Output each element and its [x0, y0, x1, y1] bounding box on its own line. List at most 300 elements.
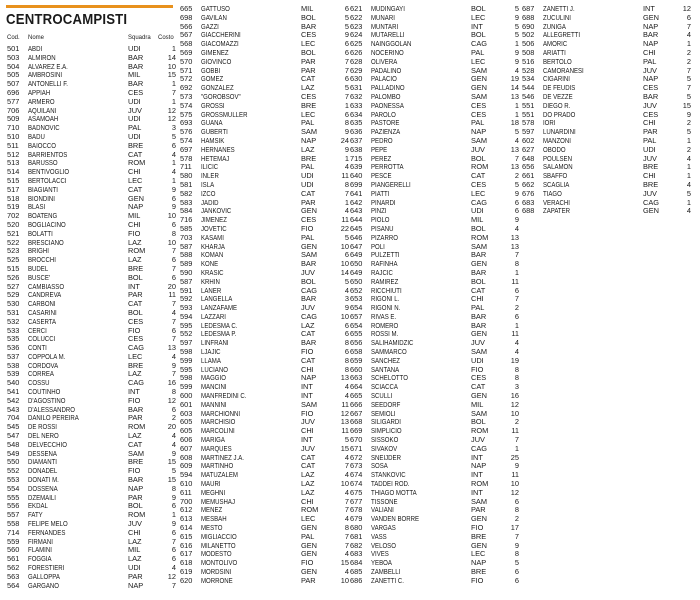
- player-code: 551: [522, 109, 535, 119]
- player-code: 514: [7, 167, 20, 177]
- player-value: 4: [344, 285, 349, 295]
- player-value: 7: [171, 580, 176, 590]
- player-name: BAIOCCO: [28, 140, 56, 150]
- player-team: CHI: [128, 167, 141, 177]
- player-code: 714: [7, 527, 20, 537]
- player-value: 7: [171, 369, 176, 379]
- player-name: PESCE: [371, 171, 392, 181]
- player-value: 15: [340, 558, 349, 568]
- player-name: JANKOVIC: [201, 206, 232, 216]
- player-team: BAR: [128, 52, 144, 62]
- player-value: 15: [682, 100, 691, 110]
- player-name: MANFREDINI C.: [201, 391, 247, 401]
- player-code: 528: [522, 65, 535, 75]
- player-team: BAR: [128, 475, 144, 485]
- player-name: MONTOLIVO: [201, 558, 238, 568]
- player-value: 10: [340, 575, 349, 585]
- player-team: CES: [128, 316, 144, 326]
- player-code: 507: [7, 79, 20, 89]
- player-team: BAR: [301, 338, 317, 348]
- player-code: 590: [180, 267, 193, 277]
- player-team: BOL: [128, 307, 143, 317]
- player-code: 535: [7, 334, 20, 344]
- player-team: CAT: [128, 149, 143, 159]
- player-team: NAP: [301, 373, 317, 383]
- player-team: CAT: [301, 461, 316, 471]
- player-code: 623: [350, 21, 363, 31]
- player-code: 656: [350, 338, 363, 348]
- player-team: SAM: [301, 127, 318, 137]
- player-code: 585: [180, 223, 193, 233]
- player-team: CES: [471, 109, 487, 119]
- player-value: 6: [514, 575, 519, 585]
- player-name: KRASIC: [201, 267, 224, 277]
- player-team: BRE: [301, 153, 317, 163]
- player-code: 670: [350, 435, 363, 445]
- player-team: MIL: [471, 399, 484, 409]
- player-team: LAZ: [301, 487, 315, 497]
- player-value: 5: [344, 276, 349, 286]
- player-team: NAP: [471, 461, 487, 471]
- player-team: LEC: [471, 549, 486, 559]
- player-value: 7: [514, 531, 519, 541]
- player-value: 6: [344, 4, 349, 13]
- player-name: OBODO: [543, 144, 566, 154]
- player-value: 19: [510, 74, 519, 84]
- player-team: JUV: [643, 153, 657, 163]
- player-value: 24: [340, 135, 349, 145]
- player-code: 548: [7, 439, 20, 449]
- player-team: GEN: [471, 329, 488, 339]
- player-value: 12: [167, 105, 176, 115]
- player-code: 502: [522, 30, 535, 40]
- player-team: CAG: [471, 197, 488, 207]
- player-code: 521: [7, 228, 20, 238]
- player-code: 506: [522, 39, 535, 49]
- player-team: LEC: [128, 175, 143, 185]
- player-code: 555: [7, 492, 20, 502]
- player-code: 675: [350, 487, 363, 497]
- player-value: 1: [686, 171, 691, 181]
- player-value: 1: [171, 158, 176, 168]
- player-code: 539: [7, 369, 20, 379]
- player-team: INT: [301, 435, 313, 445]
- player-team: GEN: [471, 391, 488, 401]
- player-team: CHI: [301, 496, 314, 506]
- player-code: 575: [180, 109, 193, 119]
- player-value: 5: [686, 74, 691, 84]
- player-team: LEC: [471, 12, 486, 22]
- player-value: 20: [167, 422, 176, 432]
- player-name: KOMAN: [201, 250, 224, 260]
- player-code: 666: [350, 399, 363, 409]
- player-value: 7: [171, 316, 176, 326]
- player-code: 616: [180, 540, 193, 550]
- player-team: BOL: [128, 501, 143, 511]
- player-team: CES: [301, 91, 317, 101]
- player-code: 531: [7, 307, 20, 317]
- player-value: 6: [514, 567, 519, 576]
- player-team: CAT: [301, 452, 316, 462]
- player-name: PADALINO: [371, 65, 402, 75]
- player-name: BOATENG: [28, 211, 58, 221]
- player-team: UDI: [643, 144, 656, 154]
- player-name: MANNINI: [201, 399, 227, 409]
- player-team: BAR: [471, 267, 487, 277]
- player-name: ALLEGRETTI: [543, 30, 581, 40]
- player-value: 7: [344, 505, 349, 515]
- player-value: 3: [171, 123, 176, 133]
- player-value: 9: [514, 461, 519, 471]
- player-name: COLUCCI: [28, 334, 56, 344]
- player-value: 6: [686, 12, 691, 22]
- player-code: 583: [180, 197, 193, 207]
- player-team: JUV: [643, 100, 657, 110]
- player-name: BADNOVIC: [28, 123, 60, 133]
- player-team: CAT: [471, 382, 486, 392]
- player-name: "GOROBSOV": [201, 91, 241, 101]
- player-team: UDI: [128, 131, 141, 141]
- player-team: LAZ: [128, 536, 142, 546]
- player-code: 550: [7, 457, 20, 467]
- player-value: 1: [171, 96, 176, 106]
- player-name: BARRIENTOS: [28, 149, 68, 159]
- player-team: PAL: [643, 56, 657, 66]
- player-code: 632: [350, 91, 363, 101]
- player-team: PAR: [301, 65, 316, 75]
- player-name: ZUNIGA: [543, 21, 566, 31]
- player-value: 7: [514, 153, 519, 163]
- player-team: BOL: [471, 4, 486, 13]
- player-name: LEDESMA P.: [201, 329, 237, 339]
- player-value: 15: [167, 457, 176, 467]
- player-code: 569: [180, 47, 193, 57]
- player-team: UDI: [471, 355, 484, 365]
- player-team: PAR: [471, 505, 486, 515]
- player-name: GONZALEZ: [201, 83, 234, 93]
- player-code: 561: [7, 554, 20, 564]
- player-code: 606: [180, 435, 193, 445]
- player-name: GROSSI: [201, 100, 225, 110]
- player-value: 13: [510, 241, 519, 251]
- player-value: 13: [167, 343, 176, 353]
- player-name: COUTINHO: [28, 387, 61, 397]
- player-team: PAR: [643, 127, 658, 137]
- player-name: PEREZ: [371, 153, 392, 163]
- player-team: CHI: [301, 364, 314, 374]
- player-value: 8: [344, 523, 349, 533]
- player-value: 1: [344, 197, 349, 207]
- player-name: GARGANO: [28, 580, 59, 590]
- player-name: LAZZARI: [201, 311, 226, 321]
- player-name: GROSSMULLER: [201, 109, 248, 119]
- player-team: SAM: [471, 496, 488, 506]
- player-value: 6: [344, 250, 349, 260]
- player-team: CAT: [128, 184, 143, 194]
- player-value: 4: [344, 206, 349, 216]
- player-code: 686: [350, 575, 363, 585]
- player-team: MIL: [301, 4, 314, 13]
- player-team: ROM: [471, 479, 489, 489]
- player-value: 9: [171, 202, 176, 212]
- player-value: 9: [514, 56, 519, 66]
- player-name: VIVES: [371, 549, 389, 559]
- player-team: LEC: [301, 514, 316, 524]
- player-value: 6: [171, 501, 176, 511]
- player-value: 9: [514, 540, 519, 550]
- player-code: 631: [350, 83, 363, 93]
- player-value: 4: [344, 162, 349, 172]
- player-value: 3: [344, 294, 349, 304]
- player-code: 669: [350, 426, 363, 436]
- player-code: 525: [7, 255, 20, 265]
- player-code: 627: [522, 144, 535, 154]
- player-code: 608: [180, 452, 193, 462]
- player-value: 1: [514, 39, 519, 49]
- player-value: 9: [171, 184, 176, 194]
- player-team: SAM: [471, 347, 488, 357]
- player-name: SISSOKO: [371, 435, 399, 445]
- player-code: 625: [350, 39, 363, 49]
- player-code: 600: [180, 391, 193, 401]
- player-team: FIO: [128, 466, 141, 476]
- player-value: 10: [167, 237, 176, 247]
- player-name: ZAPATER: [543, 206, 571, 216]
- player-name: SANTANA: [371, 364, 400, 374]
- player-value: 5: [344, 435, 349, 445]
- player-value: 6: [344, 39, 349, 49]
- player-code: 614: [180, 523, 193, 533]
- player-name: FATY: [28, 510, 43, 520]
- player-name: PASTORE: [371, 118, 400, 128]
- player-team: FIO: [128, 228, 141, 238]
- player-code: 503: [7, 52, 20, 62]
- player-team: CES: [471, 373, 487, 383]
- player-name: MARQUES: [201, 443, 232, 453]
- player-code: 602: [522, 135, 535, 145]
- player-value: 4: [686, 153, 691, 163]
- player-code: 599: [180, 382, 193, 392]
- player-code: 672: [350, 452, 363, 462]
- player-value: 7: [171, 334, 176, 344]
- player-code: 593: [180, 303, 193, 313]
- player-code: 685: [350, 567, 363, 576]
- player-code: 536: [7, 343, 20, 353]
- player-value: 4: [344, 567, 349, 576]
- player-team: PAR: [301, 56, 316, 66]
- player-name: SEMIOLI: [371, 408, 396, 418]
- player-row: [7, 582, 175, 591]
- player-value: 4: [344, 514, 349, 524]
- player-value: 4: [686, 179, 691, 189]
- player-value: 1: [171, 44, 176, 53]
- player-team: FIO: [301, 347, 314, 357]
- player-team: LAZ: [301, 479, 315, 489]
- player-code: 515: [7, 175, 20, 185]
- player-team: BRE: [128, 360, 144, 370]
- player-name: SEEDORF: [371, 399, 401, 409]
- player-team: NAP: [643, 21, 659, 31]
- player-code: 504: [7, 61, 20, 71]
- player-value: 13: [510, 232, 519, 242]
- player-code: 684: [350, 558, 363, 568]
- player-name: MIGLIACCIO: [201, 531, 237, 541]
- player-value: 12: [682, 4, 691, 13]
- player-team: LEC: [301, 39, 316, 49]
- player-name: BOLATTI: [28, 228, 53, 238]
- player-name: INLER: [201, 171, 219, 181]
- player-value: 25: [510, 452, 519, 462]
- player-value: 14: [167, 52, 176, 62]
- player-team: CAG: [471, 443, 488, 453]
- player-value: 2: [514, 514, 519, 524]
- player-name: DZEMAILI: [28, 492, 56, 502]
- player-team: GEN: [301, 567, 318, 576]
- player-name: POULSEN: [543, 153, 572, 163]
- player-value: 4: [686, 30, 691, 40]
- player-code: 527: [7, 281, 20, 291]
- page-title: CENTROCAMPISTI: [6, 11, 128, 28]
- player-team: JUV: [301, 303, 315, 313]
- player-code: 609: [180, 461, 193, 471]
- player-value: 6: [344, 329, 349, 339]
- player-value: 15: [167, 475, 176, 485]
- player-name: MARCHIONNI: [201, 408, 241, 418]
- player-team: LAZ: [301, 320, 315, 330]
- player-code: 580: [180, 171, 193, 181]
- player-team: CES: [471, 179, 487, 189]
- player-team: NAP: [643, 74, 659, 84]
- player-code: 615: [180, 531, 193, 541]
- player-code: 678: [350, 505, 363, 515]
- player-code: 697: [180, 144, 193, 154]
- player-team: BAR: [301, 21, 317, 31]
- player-team: PAL: [471, 303, 485, 313]
- player-value: 7: [171, 263, 176, 273]
- player-value: 4: [344, 549, 349, 559]
- player-value: 13: [340, 417, 349, 427]
- player-value: 2: [686, 56, 691, 66]
- player-code: 619: [180, 567, 193, 576]
- player-value: 7: [514, 294, 519, 304]
- player-name: BIAGIANTI: [28, 184, 58, 194]
- player-code: 715: [350, 153, 363, 163]
- player-value: 12: [167, 395, 176, 405]
- player-code: 663: [350, 373, 363, 383]
- player-code: 605: [180, 426, 193, 436]
- player-row: [350, 577, 518, 586]
- player-code: 654: [350, 303, 363, 313]
- player-team: LEC: [301, 109, 316, 119]
- player-code: 679: [350, 514, 363, 524]
- player-team: PAL: [301, 118, 315, 128]
- player-team: PAR: [128, 492, 143, 502]
- player-value: 22: [340, 223, 349, 233]
- player-name: ZANETTI C.: [371, 575, 405, 585]
- player-value: 6: [514, 311, 519, 321]
- player-value: 1: [514, 320, 519, 330]
- player-team: PAR: [128, 290, 143, 300]
- player-name: GUANA: [201, 118, 223, 128]
- player-code: 508: [522, 47, 535, 57]
- player-code: 626: [350, 47, 363, 57]
- player-name: OLIVERA: [371, 56, 398, 66]
- player-code: 570: [180, 56, 193, 66]
- player-team: PAL: [301, 531, 315, 541]
- player-code: 639: [350, 162, 363, 172]
- player-name: CAMBIASSO: [28, 281, 65, 291]
- player-value: 1: [686, 197, 691, 207]
- player-value: 4: [171, 431, 176, 441]
- player-name: BOGLIACINO: [28, 219, 66, 229]
- player-name: PIATTI: [371, 188, 390, 198]
- player-value: 11: [511, 426, 519, 436]
- player-value: 13: [510, 91, 519, 101]
- player-team: JUV: [471, 338, 485, 348]
- player-name: ANTONELLI F.: [28, 79, 68, 89]
- player-name: PINZI: [371, 206, 387, 216]
- player-code: 581: [180, 179, 193, 189]
- player-team: SAM: [471, 91, 488, 101]
- player-name: BENTIVOGLIO: [28, 167, 70, 177]
- player-code: 554: [7, 483, 20, 493]
- player-value: 4: [514, 135, 519, 145]
- player-name: SCIACCA: [371, 382, 398, 392]
- player-name: PIANGERELLI: [371, 179, 411, 189]
- player-team: GEN: [301, 549, 318, 559]
- player-value: 7: [514, 250, 519, 260]
- player-name: MESTO: [201, 523, 223, 533]
- player-code: 702: [7, 211, 20, 221]
- player-team: MIL: [128, 545, 141, 555]
- player-name: PIZARRO: [371, 232, 398, 242]
- player-team: CHI: [643, 118, 656, 128]
- player-name: AMORIC: [543, 39, 568, 49]
- player-name: PALACIO: [371, 74, 397, 84]
- player-team: LAZ: [128, 554, 142, 564]
- player-team: CAT: [471, 285, 486, 295]
- player-team: BOL: [128, 272, 143, 282]
- player-code: 551: [522, 100, 535, 110]
- player-team: CHI: [471, 294, 484, 304]
- player-code: 576: [180, 127, 193, 137]
- player-team: FIO: [471, 523, 484, 533]
- player-value: 16: [510, 391, 519, 401]
- player-team: NAP: [471, 558, 487, 568]
- player-name: GALLOPPA: [28, 571, 60, 581]
- player-name: KONE: [201, 259, 219, 269]
- player-code: 557: [7, 510, 20, 520]
- player-name: BRESCIANO: [28, 237, 64, 247]
- player-team: UDI: [301, 179, 314, 189]
- player-team: BAR: [471, 250, 487, 260]
- player-name: CORDOVA: [28, 360, 59, 370]
- player-name: ZAMBELLI: [371, 567, 401, 576]
- player-code: 698: [180, 12, 193, 22]
- player-code: 534: [522, 74, 535, 84]
- player-team: SAM: [471, 241, 488, 251]
- player-name: SBAFFO: [543, 171, 568, 181]
- player-name: NOCERINO: [371, 47, 404, 57]
- player-name: ZANETTI J.: [543, 4, 575, 13]
- player-name: BERTOLACCI: [28, 175, 67, 185]
- player-team: MIL: [471, 215, 484, 225]
- player-code: 523: [7, 246, 20, 256]
- player-team: NAP: [643, 39, 659, 49]
- player-team: ROM: [471, 426, 489, 436]
- player-name: NAINGGOLAN: [371, 39, 412, 49]
- player-value: 10: [340, 479, 349, 489]
